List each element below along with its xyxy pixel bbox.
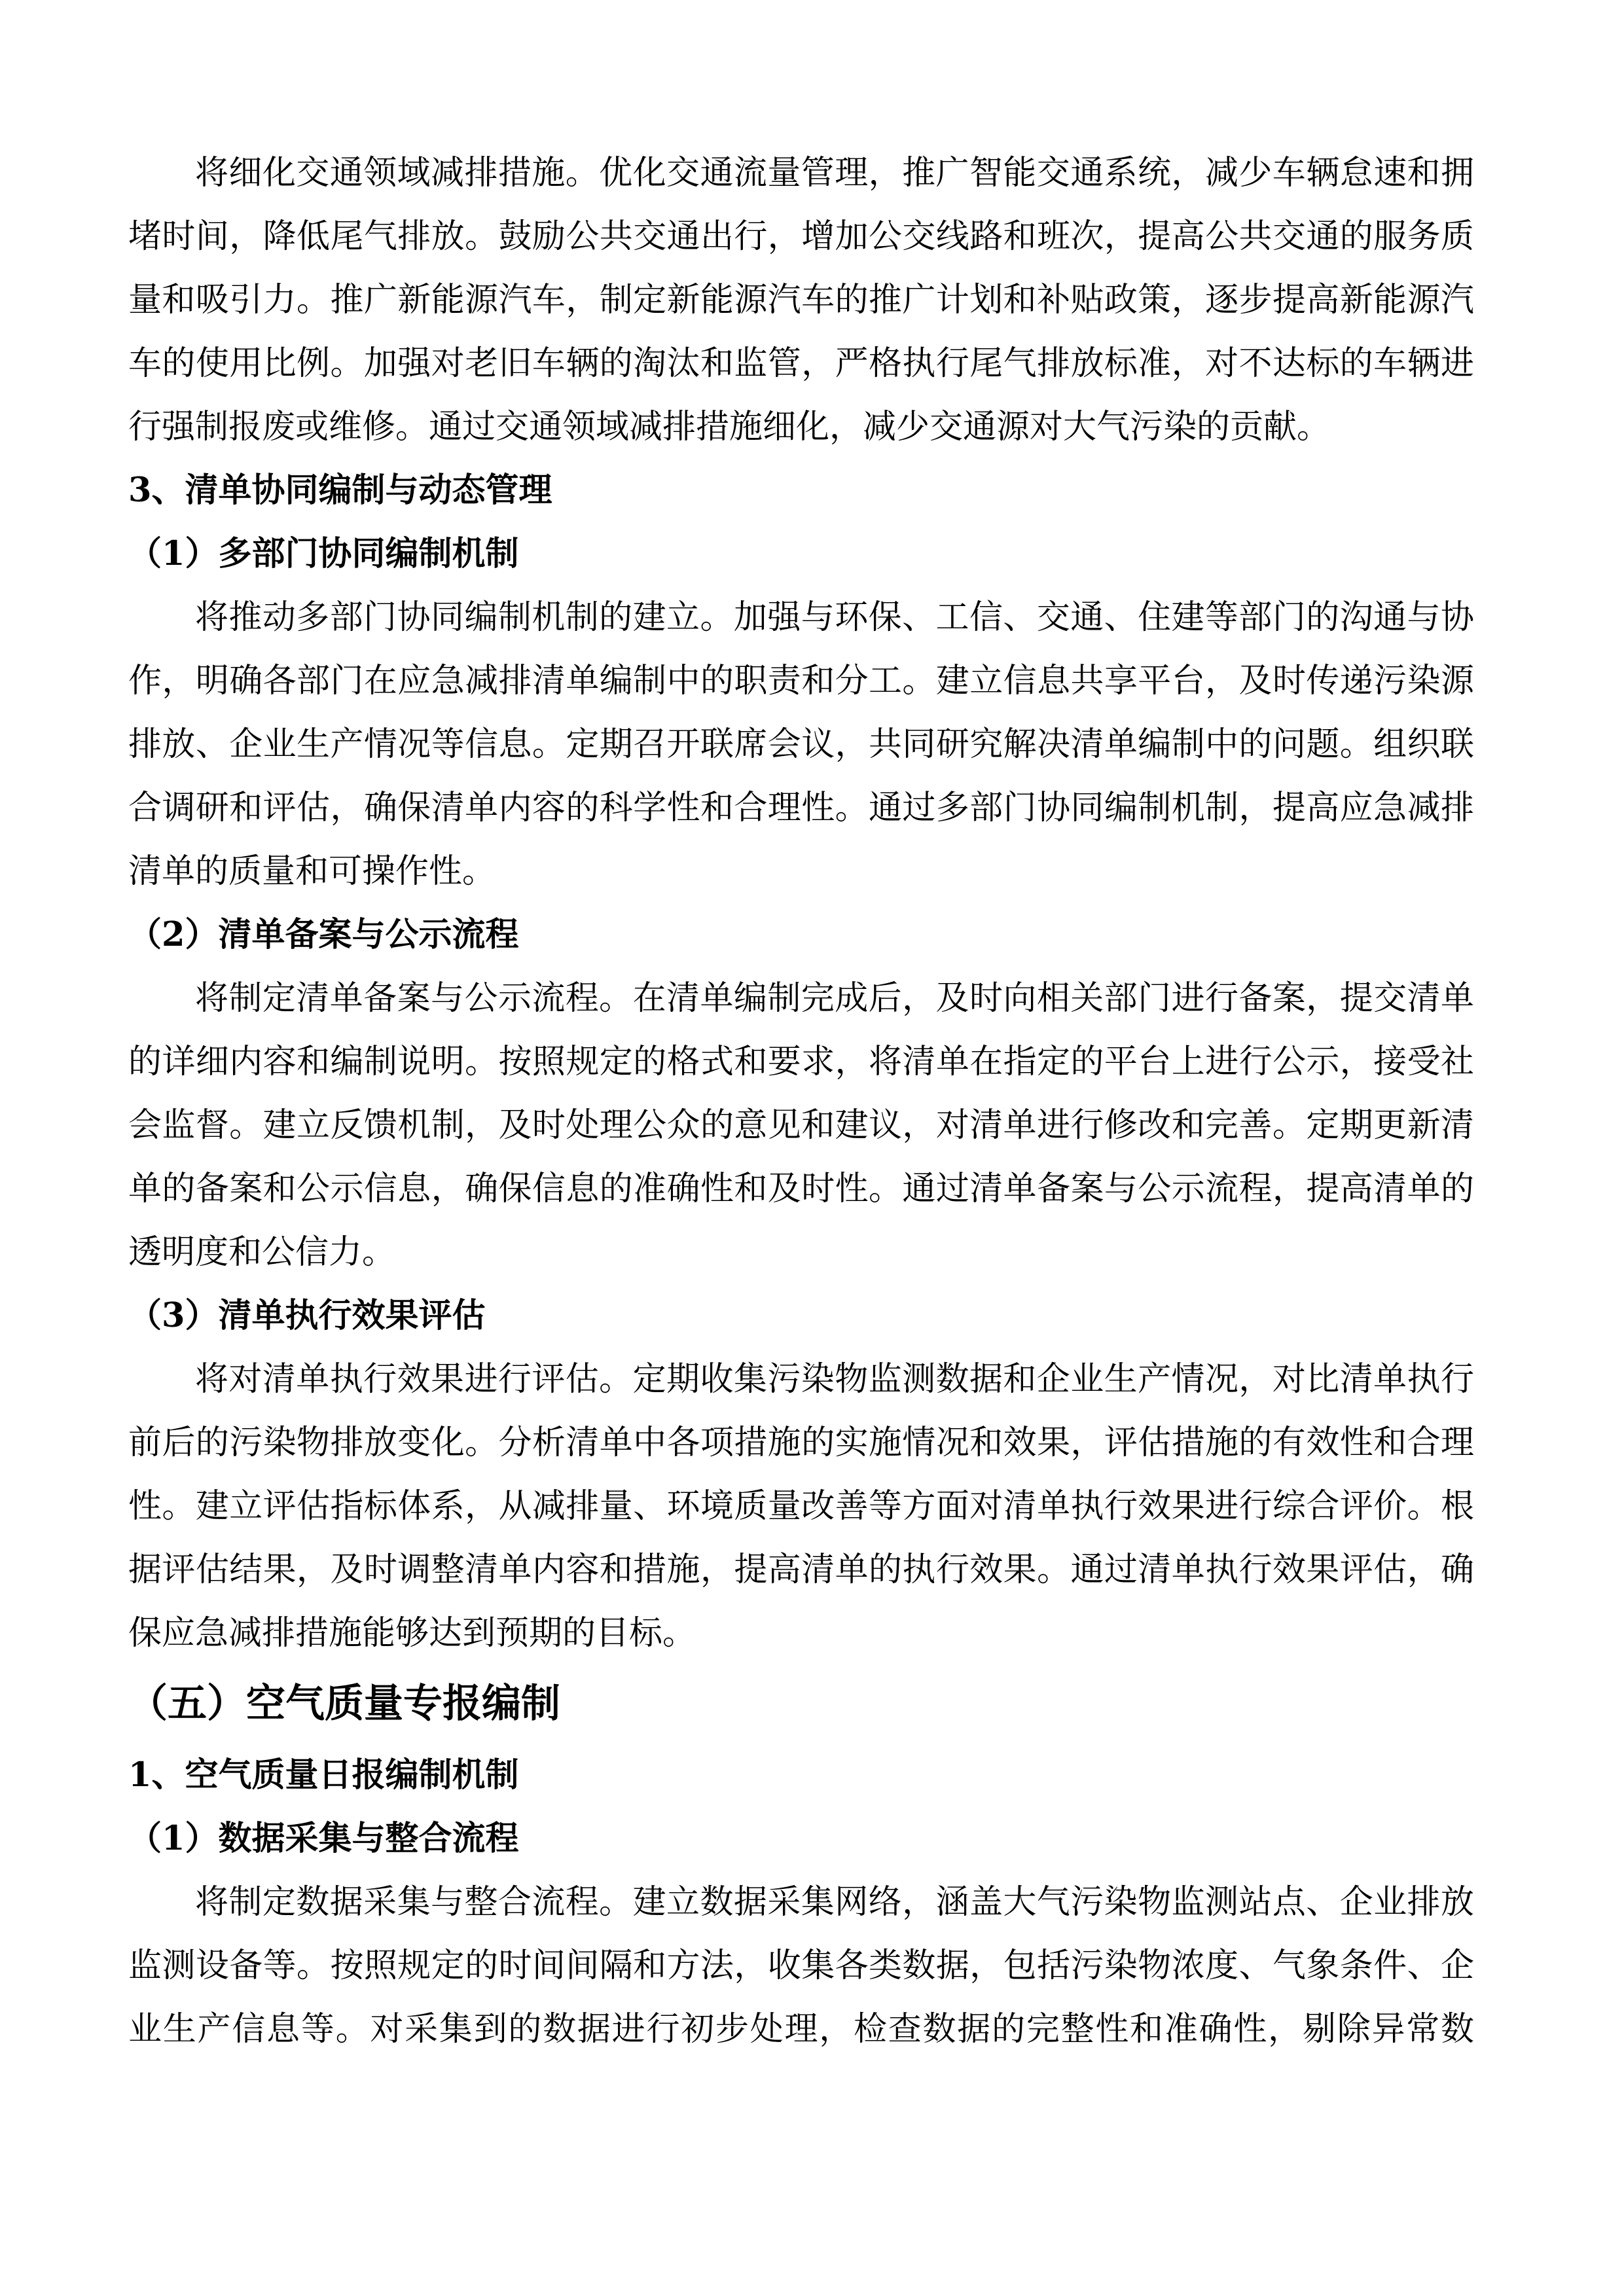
heading-item: （2）清单备案与公示流程 — [128, 915, 519, 954]
text-line: 会监督。建立反馈机制，及时处理公众的意见和建议，对清单进行修改和完善。定期更新清 — [128, 1106, 1474, 1145]
heading-item: （1）数据采集与整合流程 — [128, 1819, 519, 1858]
text-line: 透明度和公信力。 — [128, 1233, 396, 1272]
text-line: 性。建立评估指标体系，从减排量、环境质量改善等方面对清单执行效果进行综合评价。根 — [128, 1487, 1474, 1526]
document-content — [128, 141, 1474, 2061]
heading-sub: 1、空气质量日报编制机制 — [128, 1755, 519, 1795]
paragraph — [128, 1871, 1474, 2061]
text-line: 将推动多部门协同编制机制的建立。加强与环保、工信、交通、住建等部门的沟通与协 — [195, 598, 1474, 637]
heading-item: （1）多部门协同编制机制 — [128, 534, 519, 573]
text-line: 作，明确各部门在应急减排清单编制中的职责和分工。建立信息共享平台，及时传递污染源 — [128, 662, 1474, 700]
text-line: 将细化交通领域减排措施。优化交通流量管理，推广智能交通系统，减少车辆怠速和拥 — [195, 154, 1474, 192]
text-line: 单的备案和公示信息，确保信息的准确性和及时性。通过清单备案与公示流程，提高清单的 — [128, 1170, 1474, 1208]
text-line: 量和吸引力。推广新能源汽车，制定新能源汽车的推广计划和补贴政策，逐步提高新能源汽 — [128, 281, 1474, 319]
heading-item: （3）清单执行效果评估 — [128, 1296, 486, 1335]
paragraph — [128, 1348, 1474, 1665]
text-line: 行强制报废或维修。通过交通领域减排措施细化，减少交通源对大气污染的贡献。 — [128, 408, 1331, 446]
text-line: 前后的污染物排放变化。分析清单中各项措施的实施情况和效果，评估措施的有效性和合理 — [128, 1424, 1474, 1462]
text-line: 监测设备等。按照规定的时间间隔和方法，收集各类数据，包括污染物浓度、气象条件、企 — [128, 1946, 1474, 1985]
text-line: 将制定清单备案与公示流程。在清单编制完成后，及时向相关部门进行备案，提交清单 — [195, 979, 1474, 1018]
heading-sub: 3、清单协同编制与动态管理 — [128, 471, 552, 510]
text-line: 排放、企业生产情况等信息。定期召开联席会议，共同研究解决清单编制中的问题。组织联 — [128, 725, 1474, 764]
paragraph — [128, 141, 1474, 459]
text-line: 清单的质量和可操作性。 — [128, 852, 496, 891]
text-line: 合调研和评估，确保清单内容的科学性和合理性。通过多部门协同编制机制，提高应急减排 — [128, 789, 1474, 827]
text-line: 将制定数据采集与整合流程。建立数据采集网络，涵盖大气污染物监测站点、企业排放 — [195, 1883, 1474, 1922]
text-line: 业生产信息等。对采集到的数据进行初步处理，检查数据的完整性和准确性，剔除异常数 — [128, 2010, 1474, 2049]
text-line: 的详细内容和编制说明。按照规定的格式和要求，将清单在指定的平台上进行公示，接受社 — [128, 1043, 1474, 1081]
text-line: 堵时间，降低尾气排放。鼓励公共交通出行，增加公交线路和班次，提高公共交通的服务质 — [128, 217, 1474, 256]
heading-section: （五）空气质量专报编制 — [128, 1681, 560, 1727]
text-line: 车的使用比例。加强对老旧车辆的淘汰和监管，严格执行尾气排放标准，对不达标的车辆进 — [128, 344, 1474, 383]
text-line: 据评估结果，及时调整清单内容和措施，提高清单的执行效果。通过清单执行效果评估，确 — [128, 1551, 1474, 1589]
paragraph — [128, 967, 1474, 1284]
paragraph — [128, 586, 1474, 903]
text-line: 保应急减排措施能够达到预期的目标。 — [128, 1614, 696, 1653]
text-line: 将对清单执行效果进行评估。定期收集污染物监测数据和企业生产情况，对比清单执行 — [195, 1360, 1474, 1399]
